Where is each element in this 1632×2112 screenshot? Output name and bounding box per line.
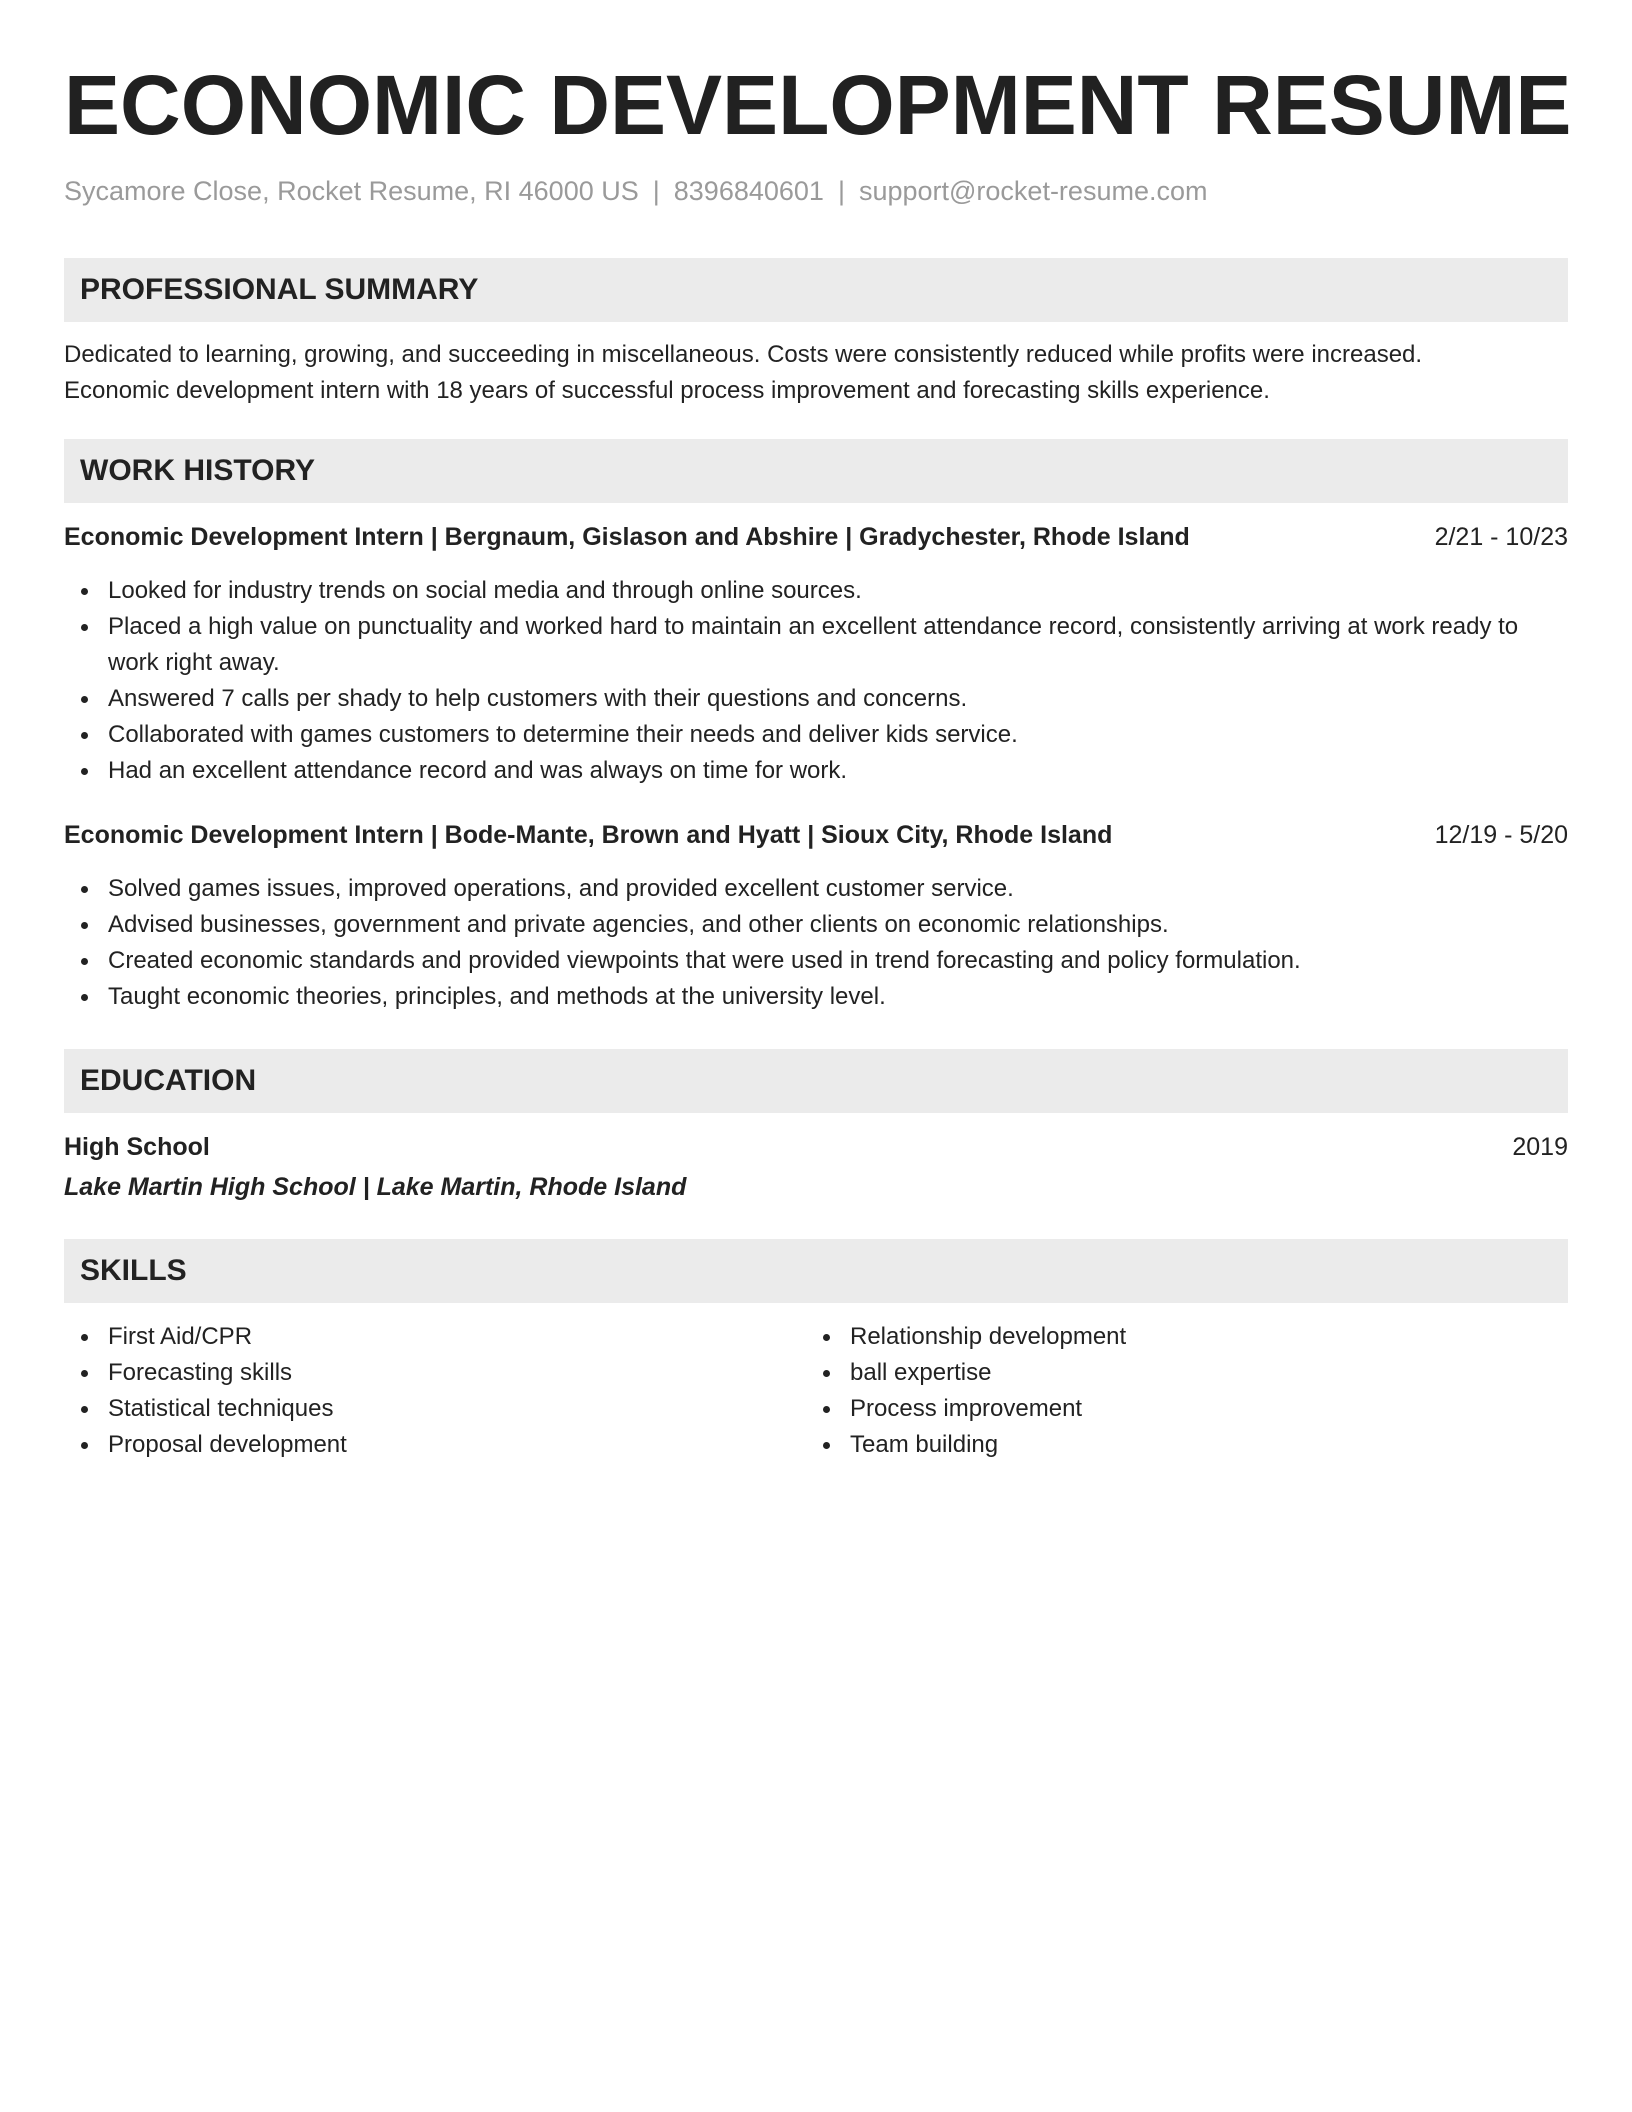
section-heading-work-history: WORK HISTORY (64, 439, 1568, 503)
skill-item: Forecasting skills (64, 1355, 806, 1391)
contact-phone: 8396840601 (673, 176, 824, 206)
job-title: Economic Development Intern | Bode-Mante, Brown and Hyatt | Sioux City, Rhode Island (64, 821, 1113, 849)
job-dates: 2/21 - 10/23 (1434, 523, 1568, 551)
summary-text (64, 337, 1568, 409)
skill-item: Process improvement (806, 1391, 1548, 1427)
skill-item: Relationship development (806, 1319, 1548, 1355)
summary-line: Economic development intern with 18 years of successful process improvement and forecasting skills experience. (64, 377, 1270, 404)
job-bullet: Answered 7 calls per shady to help customers with their questions and concerns. (64, 681, 1568, 717)
job-bullet: Had an excellent attendance record and was always on time for work. (64, 753, 1568, 789)
education-school: Lake Martin High School | Lake Martin, Rhode Island (64, 1173, 687, 1201)
skills-list-right (806, 1319, 1548, 1463)
skill-item: ball expertise (806, 1355, 1548, 1391)
job-bullet: Taught economic theories, principles, and methods at the university level. (64, 979, 1568, 1015)
job-dates: 12/19 - 5/20 (1434, 821, 1568, 849)
skills-columns (64, 1319, 1568, 1463)
section-heading-summary: PROFESSIONAL SUMMARY (64, 258, 1568, 322)
job-bullet: Created economic standards and provided viewpoints that were used in trend forecasting and policy formulation. (64, 943, 1568, 979)
skill-item: First Aid/CPR (64, 1319, 806, 1355)
resume-page (64, 0, 1572, 1463)
job-header (64, 519, 1568, 555)
job-bullet: Looked for industry trends on social media and through online sources. (64, 573, 1568, 609)
resume-title: ECONOMIC DEVELOPMENT RESUME (64, 58, 1572, 152)
job-bullet-list (64, 871, 1568, 1015)
job-bullet: Collaborated with games customers to determine their needs and deliver kids service. (64, 717, 1568, 753)
contact-address: Sycamore Close, Rocket Resume, RI 46000 US (64, 176, 639, 206)
job-bullet-list (64, 573, 1568, 789)
contact-separator: | (652, 176, 660, 206)
job-title: Economic Development Intern | Bergnaum, Gislason and Abshire | Gradychester, Rhode Island (64, 523, 1190, 551)
skill-item: Statistical techniques (64, 1391, 806, 1427)
skill-item: Team building (806, 1427, 1548, 1463)
skill-item: Proposal development (64, 1427, 806, 1463)
education-header (64, 1129, 1568, 1165)
job-header (64, 817, 1568, 853)
job-bullet: Placed a high value on punctuality and worked hard to maintain an excellent attendance record, consistently arriving at work ready to work right away. (64, 609, 1568, 681)
contact-line (64, 174, 1568, 208)
summary-line: Dedicated to learning, growing, and succeeding in miscellaneous. Costs were consistently reduced while profits were increased. (64, 341, 1423, 368)
education-year: 2019 (1512, 1133, 1568, 1161)
education-degree: High School (64, 1133, 210, 1161)
skills-list-left (64, 1319, 806, 1463)
contact-separator: | (837, 176, 845, 206)
job-bullet: Solved games issues, improved operations, and provided excellent customer service. (64, 871, 1568, 907)
contact-email: support@rocket-resume.com (858, 176, 1208, 206)
job-bullet: Advised businesses, government and private agencies, and other clients on economic relationships. (64, 907, 1568, 943)
section-heading-education: EDUCATION (64, 1049, 1568, 1113)
section-heading-skills: SKILLS (64, 1239, 1568, 1303)
